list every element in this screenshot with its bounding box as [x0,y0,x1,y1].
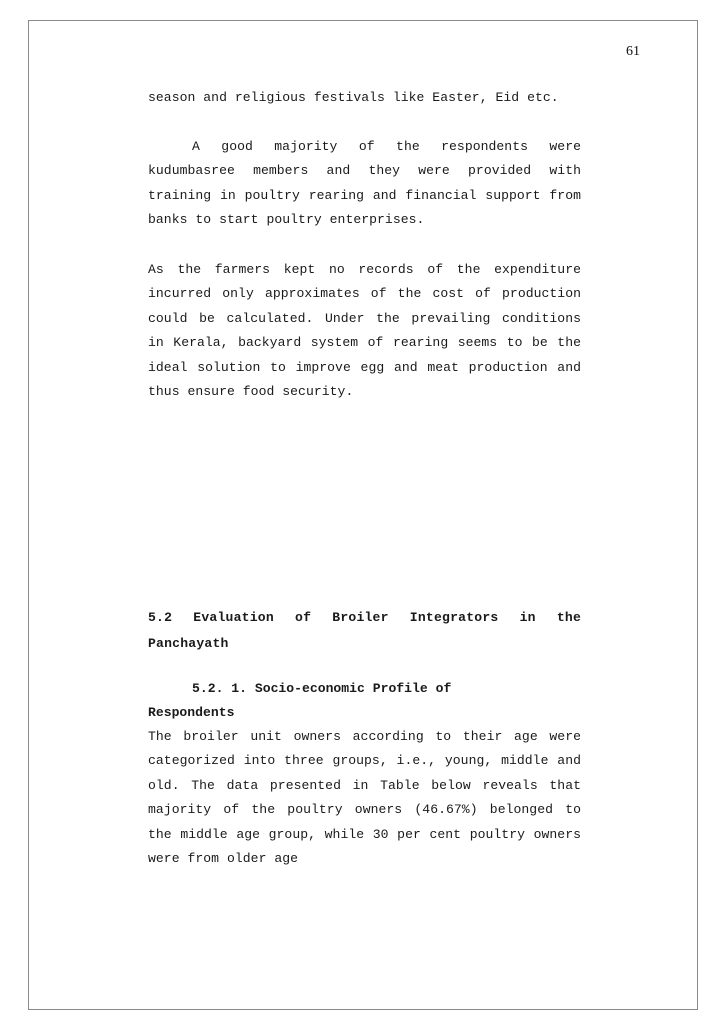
page-number: 61 [626,44,640,59]
page-content [148,86,581,872]
subsection-heading-line2: Respondents [148,704,235,720]
paragraph-expenditure: As the farmers kept no records of the expenditure incurred only approximates of the cost of production could be calculated. Under the prevailing conditions in Kerala, backyard system of rearing seems to be the ideal solution to improve egg and meat production and thus ensure food security. [148,261,581,399]
paragraph-kudumbasree: A good majority of the respondents were kudumbasree members and they were provided with training in poultry rearing and financial support from banks to start poultry enterprises. [148,138,581,227]
spacer [148,657,581,677]
section-heading: 5.2 Evaluation of Broiler Integrators in the Panchayath [148,609,581,651]
spacer [148,233,581,258]
paragraph-age-groups: The broiler unit owners according to their age were categorized into three groups, i.e., young, middle and old. The data presented in Table below reveals that majority of the poultry owners (46.67%) belonged to the middle age group, while 30 per cent poultry owners were from older age [148,728,581,866]
spacer [148,405,581,605]
subsection-heading-line1: 5.2. 1. Socio-economic Profile of [192,680,452,696]
spacer [148,111,581,135]
paragraph-continuation: season and religious festivals like Easter, Eid etc. [148,90,559,105]
